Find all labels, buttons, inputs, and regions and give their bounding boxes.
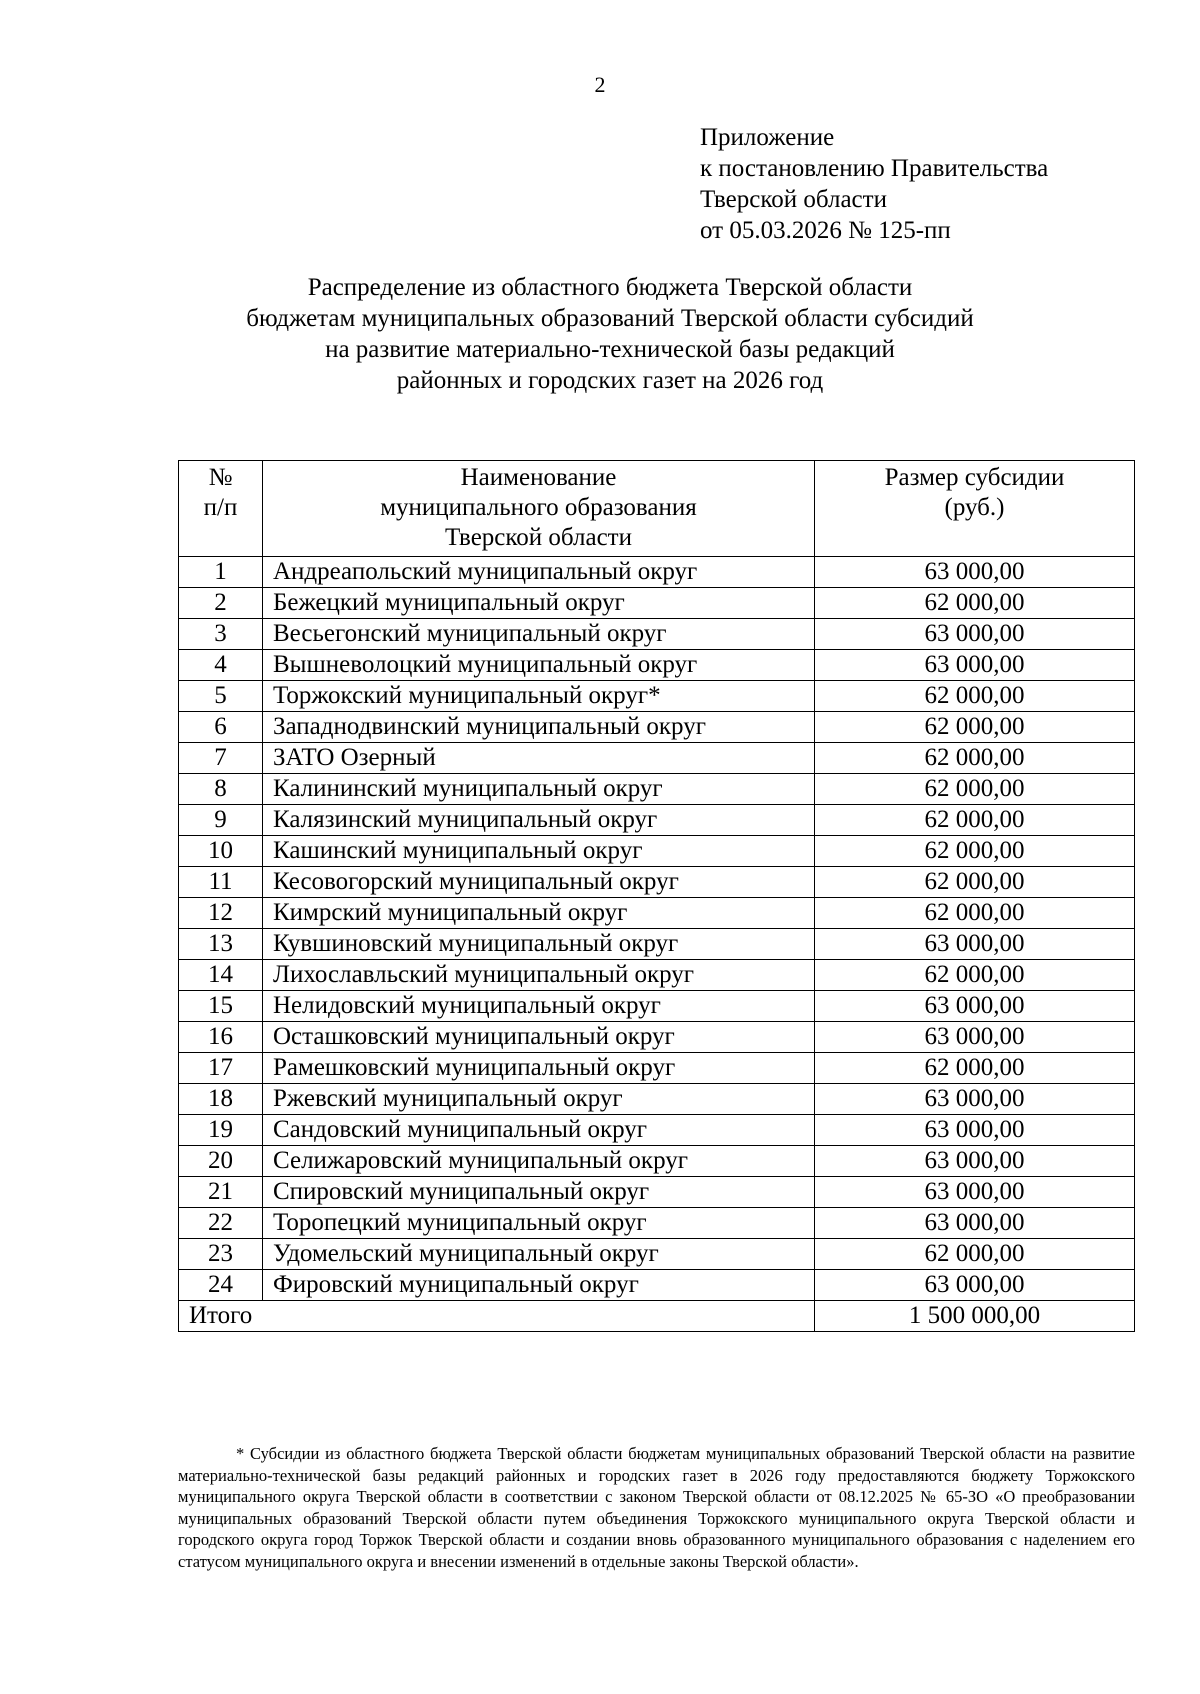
row-municipality: Ржевский муниципальный округ (263, 1084, 815, 1115)
table-row (179, 1177, 1135, 1208)
row-amount: 62 000,00 (815, 960, 1135, 991)
header-text: (руб.) (944, 494, 1005, 521)
row-municipality: Вышневолоцкий муниципальный округ (263, 650, 815, 681)
row-municipality: Фировский муниципальный округ (263, 1270, 815, 1301)
row-municipality: Кашинский муниципальный округ (263, 836, 815, 867)
header-text: № (208, 464, 233, 491)
row-number: 23 (179, 1239, 263, 1270)
row-amount: 62 000,00 (815, 1053, 1135, 1084)
row-amount: 62 000,00 (815, 805, 1135, 836)
row-municipality: Весьегонский муниципальный округ (263, 619, 815, 650)
row-amount: 62 000,00 (815, 681, 1135, 712)
row-amount: 62 000,00 (815, 836, 1135, 867)
row-number: 12 (179, 898, 263, 929)
table-row (179, 991, 1135, 1022)
title-line: Распределение из областного бюджета Тверской области (307, 274, 913, 301)
row-number: 16 (179, 1022, 263, 1053)
row-number: 13 (179, 929, 263, 960)
header-text: Наименование (460, 464, 617, 491)
subsidy-table (178, 460, 1135, 1332)
row-number: 22 (179, 1208, 263, 1239)
row-municipality: Калязинский муниципальный округ (263, 805, 815, 836)
row-number: 1 (179, 557, 263, 588)
title-line: бюджетам муниципальных образований Тверской области субсидий (246, 305, 974, 332)
row-amount: 63 000,00 (815, 1177, 1135, 1208)
title-line: на развитие материально-технической базы редакций (325, 336, 895, 363)
row-municipality: Торжокский муниципальный округ* (263, 681, 815, 712)
row-municipality: Удомельский муниципальный округ (263, 1239, 815, 1270)
row-municipality: Лихославльский муниципальный округ (263, 960, 815, 991)
row-municipality: Селижаровский муниципальный округ (263, 1146, 815, 1177)
header-text: Тверской области (445, 524, 632, 551)
row-municipality: Калининский муниципальный округ (263, 774, 815, 805)
header-num (179, 461, 263, 557)
row-amount: 63 000,00 (815, 1208, 1135, 1239)
table-row (179, 681, 1135, 712)
row-municipality: Андреапольский муниципальный округ (263, 557, 815, 588)
table-row (179, 1084, 1135, 1115)
table-row (179, 805, 1135, 836)
row-amount: 63 000,00 (815, 1270, 1135, 1301)
row-number: 7 (179, 743, 263, 774)
table-row (179, 619, 1135, 650)
row-number: 19 (179, 1115, 263, 1146)
document-title (160, 272, 1060, 396)
row-amount: 62 000,00 (815, 1239, 1135, 1270)
table-row (179, 1022, 1135, 1053)
appendix-line: к постановлению Правительства (700, 155, 1049, 182)
row-amount: 63 000,00 (815, 1084, 1135, 1115)
row-amount: 62 000,00 (815, 898, 1135, 929)
row-amount: 62 000,00 (815, 743, 1135, 774)
table-row (179, 898, 1135, 929)
row-municipality: Кесовогорский муниципальный округ (263, 867, 815, 898)
row-number: 2 (179, 588, 263, 619)
row-municipality: Нелидовский муниципальный округ (263, 991, 815, 1022)
header-name (263, 461, 815, 557)
footnote: * Субсидии из областного бюджета Тверской области бюджетам муниципальных образований Тверской области на развитие материально-технической базы редакций районных и городских газет в 2026 году предоставляются бюджету Торжокского муниципального округа Тверской области в соответствии с законом Тверской области от 08.12.2025 № 65-ЗО «О преобразовании муниципальных образований Тверской области путем объединения Торжокского муниципального округа Тверской области и городского округа город Торжок Тверской области и создании вновь образованного муниципального образования с наделением его статусом муниципального округа и внесении изменений в отдельные законы Тверской области». (178, 1444, 1135, 1571)
row-municipality: Кувшиновский муниципальный округ (263, 929, 815, 960)
row-number: 17 (179, 1053, 263, 1084)
row-municipality: Кимрский муниципальный округ (263, 898, 815, 929)
title-line: районных и городских газет на 2026 год (396, 367, 824, 394)
row-number: 11 (179, 867, 263, 898)
appendix-line: Приложение (700, 124, 835, 151)
table-row (179, 743, 1135, 774)
appendix-line: Тверской области (700, 186, 887, 213)
row-number: 6 (179, 712, 263, 743)
row-number: 24 (179, 1270, 263, 1301)
row-municipality: Западнодвинский муниципальный округ (263, 712, 815, 743)
table-row (179, 1146, 1135, 1177)
row-number: 20 (179, 1146, 263, 1177)
row-municipality: Бежецкий муниципальный округ (263, 588, 815, 619)
row-amount: 63 000,00 (815, 1022, 1135, 1053)
header-amount (815, 461, 1135, 557)
table-row (179, 1115, 1135, 1146)
row-amount: 63 000,00 (815, 991, 1135, 1022)
table-header-row (179, 461, 1135, 557)
row-amount: 62 000,00 (815, 867, 1135, 898)
row-amount: 63 000,00 (815, 619, 1135, 650)
row-municipality: ЗАТО Озерный (263, 743, 815, 774)
row-municipality: Торопецкий муниципальный округ (263, 1208, 815, 1239)
row-amount: 62 000,00 (815, 774, 1135, 805)
table-row (179, 867, 1135, 898)
header-text: муниципального образования (380, 494, 697, 521)
appendix-line: от 05.03.2026 № 125-пп (700, 217, 951, 244)
row-number: 14 (179, 960, 263, 991)
row-number: 15 (179, 991, 263, 1022)
table-row (179, 929, 1135, 960)
row-amount: 63 000,00 (815, 1146, 1135, 1177)
header-text: Размер субсидии (884, 464, 1065, 491)
row-number: 10 (179, 836, 263, 867)
row-municipality: Рамешковский муниципальный округ (263, 1053, 815, 1084)
row-amount: 63 000,00 (815, 650, 1135, 681)
table-row (179, 774, 1135, 805)
row-amount: 62 000,00 (815, 712, 1135, 743)
row-amount: 63 000,00 (815, 1115, 1135, 1146)
table-row (179, 557, 1135, 588)
header-text: п/п (203, 494, 238, 521)
appendix-block (700, 122, 1048, 246)
row-number: 4 (179, 650, 263, 681)
table-row (179, 836, 1135, 867)
total-row (179, 1301, 1135, 1332)
row-number: 21 (179, 1177, 263, 1208)
row-number: 18 (179, 1084, 263, 1115)
table-row (179, 1239, 1135, 1270)
row-amount: 63 000,00 (815, 557, 1135, 588)
row-amount: 63 000,00 (815, 929, 1135, 960)
total-label: Итого (179, 1301, 815, 1332)
row-municipality: Сандовский муниципальный округ (263, 1115, 815, 1146)
row-municipality: Осташковский муниципальный округ (263, 1022, 815, 1053)
page-number: 2 (594, 72, 606, 97)
row-number: 8 (179, 774, 263, 805)
row-number: 5 (179, 681, 263, 712)
row-amount: 62 000,00 (815, 588, 1135, 619)
table-row (179, 1270, 1135, 1301)
table-row (179, 960, 1135, 991)
table-row (179, 588, 1135, 619)
row-number: 9 (179, 805, 263, 836)
row-municipality: Спировский муниципальный округ (263, 1177, 815, 1208)
table-row (179, 650, 1135, 681)
table-row (179, 712, 1135, 743)
table-row (179, 1053, 1135, 1084)
table-row (179, 1208, 1135, 1239)
row-number: 3 (179, 619, 263, 650)
total-amount: 1 500 000,00 (815, 1301, 1135, 1332)
